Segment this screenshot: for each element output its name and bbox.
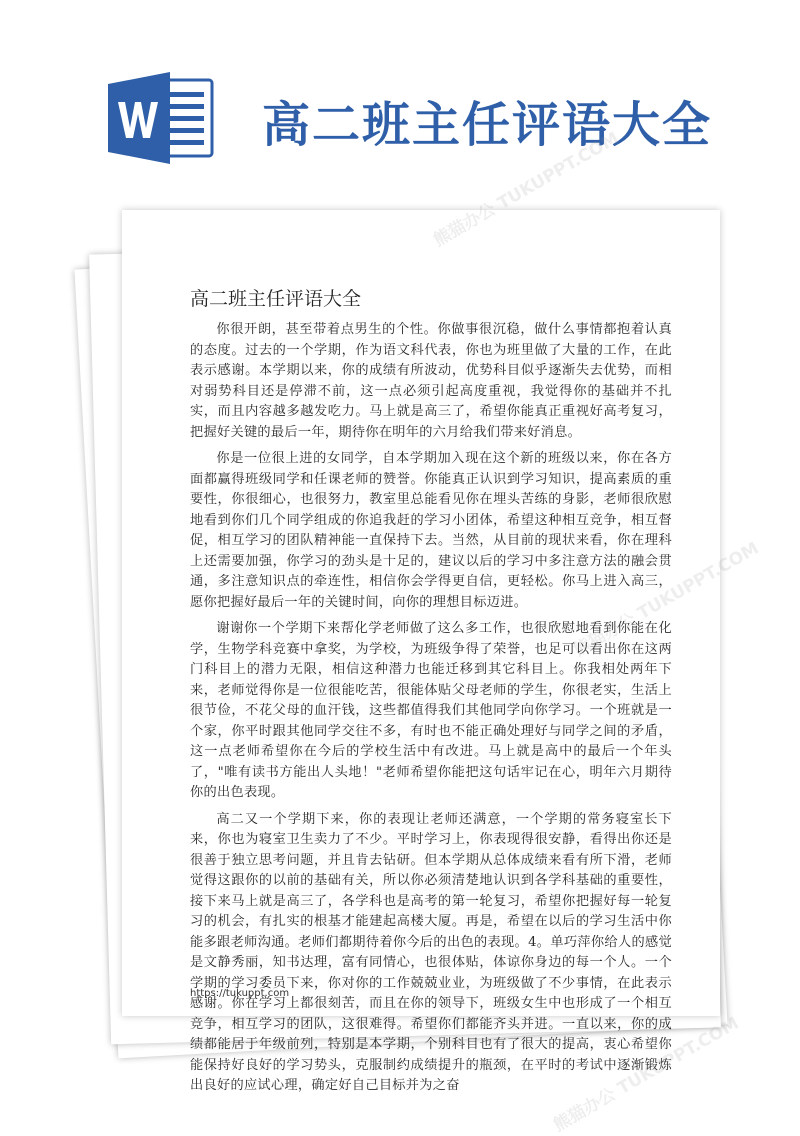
watermark-text: 熊猫办公 TUKUPPT.COM bbox=[550, 1013, 743, 1136]
paragraph: 谢谢你一个学期下来帮化学老师做了这么多工作，也很欣慰地看到你能在化学，生物学科竞赛中拿奖，为学校，为班级争得了荣誉，也足可以看出你在这两门科目上的潜力无限，相信这种潜力也能迁移到其它科目上。你我相处两年下来，老师觉得你是一位很能吃苦，很能体贴父母老师的学生，你很老实，生活上很节俭，不花父母的血汗钱，这些都值得我们其他同学向你学习。一个班就是一个家，你平时跟其他同学交往不多，有时也不能正确处理好与同学之间的矛盾，这一点老师希望你在今后的学校生活中有改进。马上就是高中的最后一个年头了，"唯有读书方能出人头地！"老师希望你能把这句话牢记在心，明年六月期待你的出色表现。 bbox=[190, 621, 672, 800]
paragraph: 高二又一个学期下来，你的表现让老师还满意，一个学期的常务寝室长下来，你也为寝室卫生卖力了不少。平时学习上，你表现得很安静，看得出你还是很善于独立思考问题，并且肯去钻研。但本学期从总体成绩来看有所下滑，老师觉得这跟你的以前的基础有关，所以你必须清楚地认识到各学科基础的重要性，接下来马上就是高三了，各学科也是高考的第一轮复习，希望你把握好每一轮复习的机会，有扎实的根基才能建起高楼大厦。再是，希望在以后的学习生活中你能多跟老师沟通。老师们都期待着你今后的出色的表现。4。单巧萍你给人的感觉是文静秀丽，知书达理，富有同情心，也很体贴，体谅你身边的每一个人。一个学期的学习委员下来，你对你的工作兢兢业业，为班级做了不少事情，在此表示感谢。你在学习上都很刻苦，而且在你的领导下，班级女生中也形成了一个相互竞争，相互学习的团队，这很难得。希望你们都能齐头并进。一直以来，你的成绩都能居于年级前列，特别是本学期，个别科目也有了很大的提高，衷心希望你能保持好良好的学习势头，克服制约成绩提升的瓶颈，在平时的考试中逐渐锻炼出良好的应试心理，确定好自己目标并为之奋 bbox=[190, 811, 672, 1093]
word-document-icon bbox=[108, 68, 216, 168]
header-title: 高二班主任评语大全 bbox=[262, 97, 713, 153]
page-header bbox=[0, 0, 800, 210]
footer-url: https://tukuppt.com bbox=[190, 988, 290, 999]
watermark-text: 熊猫办公 TUKUPPT.COM bbox=[430, 128, 623, 251]
paragraph: 你是一位很上进的女同学，自本学期加入现在这个新的班级以来，你在各方面都赢得班级同学和任课老师的赞誉。你能真正认识到学习知识，提高素质的重要性，你很细心，也很努力，教室里总能看见你在埋头苦练的身影，老师很欣慰地看到你们几个同学组成的你追我赶的学习小团体，希望这种相互竞争，相互督促，相互学习的团队精神能一直保持下去。当然，从目前的现状来看，你在理科上还需要加强，你学习的劲头是十足的，建议以后的学习中多注意方法的融会贯通，多注意知识点的牵连性，相信你会学得更自信，更轻松。你马上进入高三，愿你把握好最后一年的关键时间，向你的理想目标迈进。 bbox=[190, 451, 672, 610]
document-body bbox=[190, 320, 672, 1103]
paragraph: 你很开朗，甚至带着点男生的个性。你做事很沉稳，做什么事情都抱着认真的态度。过去的一个学期，作为语文科代表，你也为班里做了大量的工作，在此表示感谢。本学期以来，你的成绩有所波动，优势科目似乎逐渐失去优势，而相对弱势科目还是停滞不前，这一点必须引起高度重视，我觉得你的基础并不扎实，而且内容越多越发吃力。马上就是高三了，希望你能真正重视好高考复习，把握好关键的最后一年，期待你在明年的六月给我们带来好消息。 bbox=[190, 322, 672, 440]
document-title: 高二班主任评语大全 bbox=[190, 288, 362, 310]
